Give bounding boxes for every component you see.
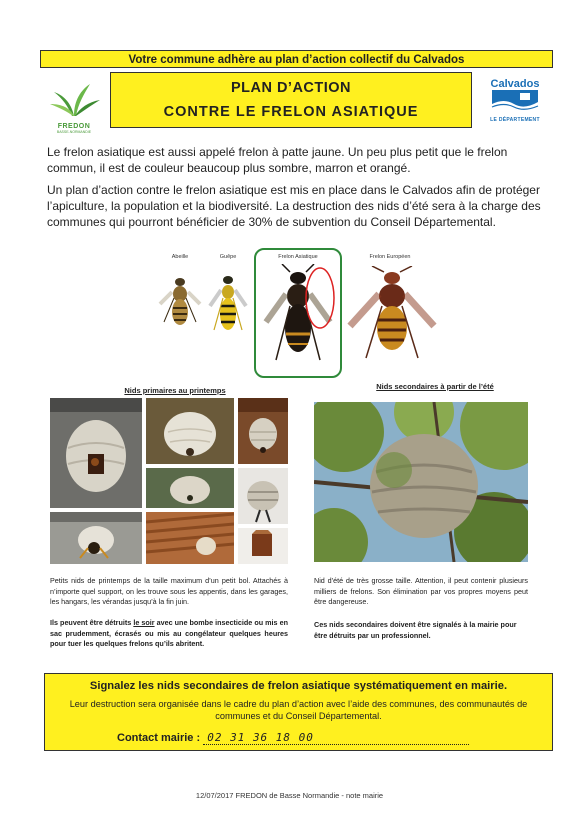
- secondary-nests-heading: Nids secondaires à partir de l’été: [376, 382, 494, 391]
- footer-note: 12/07/2017 FREDON de Basse Normandie - note mairie: [195, 791, 384, 800]
- top-banner: Votre commune adhère au plan d’action collectif du Calvados: [40, 50, 553, 68]
- title-box: [110, 72, 472, 128]
- primary-nest-photo-5: [146, 468, 234, 508]
- leaf-icon: [44, 78, 104, 118]
- primary-nests-description: Petits nids de printemps de la taille maximum d’un petit bol. Attachés à n’importe quel support, on les trouve sous les appentis, dans les garages, les hangars, les vérandas jusqu’à la fin juin.: [50, 576, 288, 607]
- fredon-logo-text: FREDON: [57, 123, 91, 130]
- report-callout-headline: Signalez les nids secondaires de frelon asiatique systématiquement en mairie.: [89, 680, 508, 692]
- insect-label-abeille: Abeille: [171, 254, 189, 260]
- fredon-logo-subtext: BASSE-NORMANDIE: [56, 130, 92, 134]
- primary-nest-photo-3: [238, 398, 288, 464]
- primary-nests-destruction-note: [50, 618, 288, 650]
- page-title-line2: CONTRE LE FRELON ASIATIQUE: [163, 104, 419, 120]
- page-title-line1: PLAN D’ACTION: [230, 80, 352, 96]
- secondary-nests-description: Nid d’été de très grosse taille. Attention, il peut contenir plusieurs milliers de frelons. Son élimination par vos propres moyens peut être dangereuse.: [314, 576, 528, 607]
- destruction-note-part-c: avec une bombe insecticide ou mis en sac prudemment, écrasés ou mis au congélateur quelques heures pour tuer les quelques frelons qu’ils abritent.: [50, 618, 288, 649]
- destruction-note-part-a: Ils peuvent être détruits: [50, 618, 134, 627]
- primary-nests-photo-collage: [50, 398, 288, 564]
- insect-comparison: [140, 248, 450, 380]
- calvados-logo-subtext: LE DÉPARTEMENT: [490, 117, 540, 123]
- primary-nest-photo-4: [238, 468, 288, 524]
- intro-paragraph-1: Le frelon asiatique est aussi appelé frelon à patte jaune. Un peu plus petit que le frelon commun, il est de couleur beaucoup plus sombre, marron et orangé.: [47, 145, 508, 175]
- primary-nest-photo-large: [50, 398, 142, 508]
- report-callout-box: [44, 673, 553, 751]
- calvados-emblem-icon: [480, 90, 550, 112]
- asian-hornet-icon: [260, 264, 338, 372]
- contact-line: [117, 731, 469, 745]
- secondary-nests-report-note: Ces nids secondaires doivent être signalés à la mairie pour être détruits par un professionnel.: [314, 620, 517, 640]
- contact-number: 02 31 36 18 00: [203, 731, 469, 745]
- report-callout-body: Leur destruction sera organisée dans le cadre du plan d’action avec l’aide des communes, des communautés de communes et du Conseil Départemental.: [69, 699, 528, 721]
- calvados-logo: [480, 78, 550, 130]
- wasp-icon: [206, 270, 250, 338]
- insect-label-frelon-asiatique: Frelon Asiatique: [278, 254, 318, 260]
- intro-paragraph-2: Un plan d’action contre le frelon asiatique est mis en place dans le Calvados afin de protéger l’apiculture, la population et la biodiversité. La destruction des nids d’été sera à la charge des communes qui pourront bénéficier de 30% de subvention du Conseil Départemental.: [47, 183, 541, 229]
- calvados-logo-text: Calvados: [490, 78, 540, 90]
- secondary-nest-photo: [314, 402, 528, 562]
- insect-label-frelon-europeen: Frelon Européen: [369, 254, 411, 260]
- primary-nest-photo-2: [146, 398, 234, 464]
- bee-icon: [158, 270, 202, 330]
- primary-nest-photo-8: [238, 528, 288, 564]
- primary-nest-photo-7: [146, 512, 234, 564]
- primary-nests-heading: Nids primaires au printemps: [124, 386, 226, 395]
- primary-nest-photo-6: [50, 512, 142, 564]
- contact-label: Contact mairie :: [117, 732, 201, 744]
- european-hornet-icon: [344, 266, 440, 366]
- insect-label-guepe: Guêpe: [219, 254, 237, 260]
- destruction-note-evening: le soir: [133, 618, 155, 627]
- fredon-logo: [44, 78, 104, 134]
